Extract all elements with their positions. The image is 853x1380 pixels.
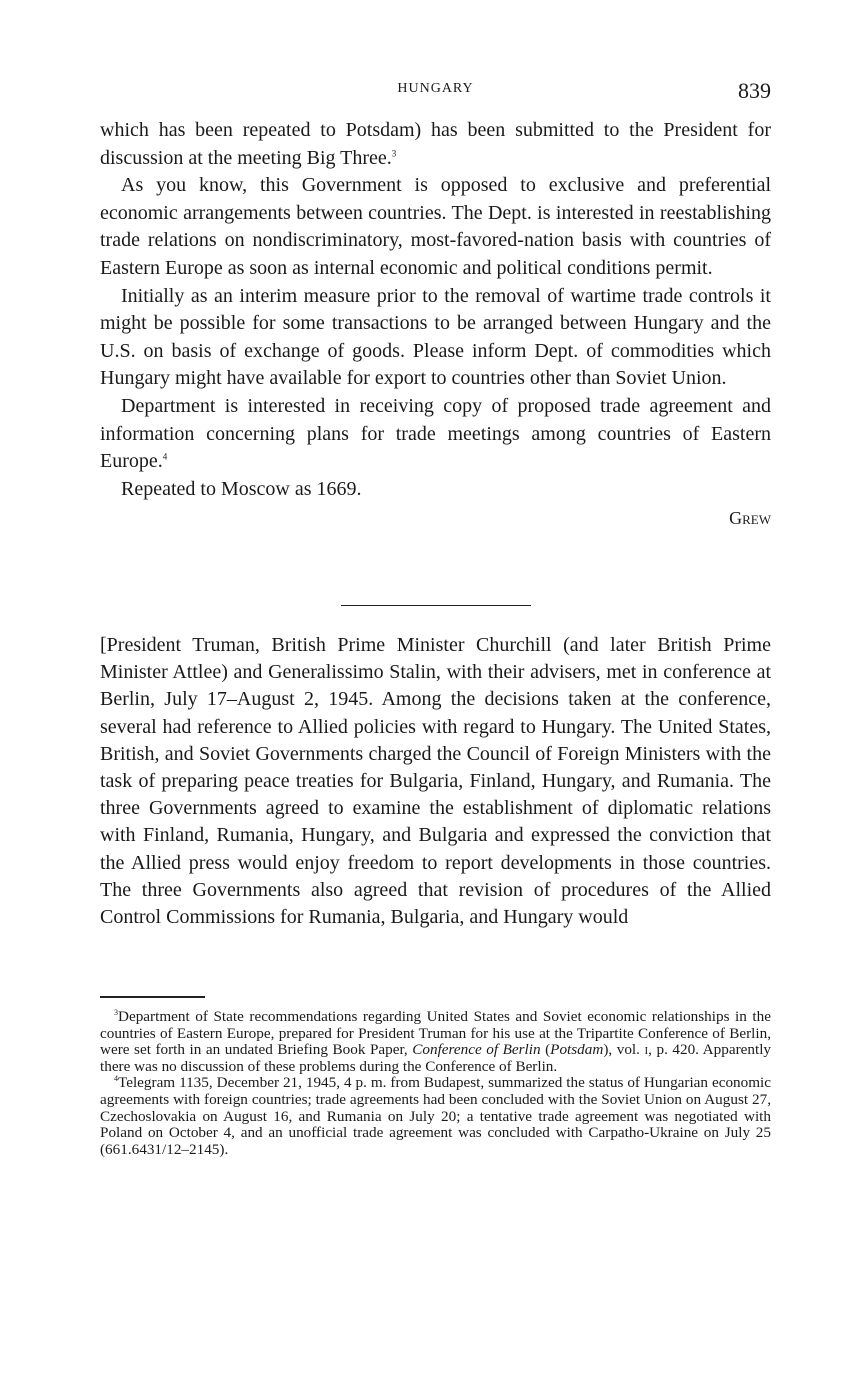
telegram-body xyxy=(100,117,771,533)
signature: Grew xyxy=(729,508,771,529)
footnote-ref-3: 3 xyxy=(391,147,397,158)
footnote-volume: i xyxy=(644,1041,649,1059)
footnote-text: ( xyxy=(540,1041,551,1059)
paragraph: Initially as an interim measure prior to the removal of wartime trade controls it might be possible for some transactions to be arranged between Hungary and the U.S. on basis of exchange of goods. Please inform Dept. of commodities which Hungary might have available for export to countries other than Soviet Union. xyxy=(100,284,771,390)
footnote-marker: 4 xyxy=(114,1074,118,1084)
footnote-text: Telegram 1135, December 21, 1945, 4 p. m. from Budapest, summarized the status of Hungarian economic agreements with foreign countries; trade agreements had been concluded with the Soviet Union on August 27, Czechoslovakia on August 16, and Rumania on July 20; a tentative trade agreement was negotiated with Poland on October 4, and an unofficial trade agreement was concluded with Carpatho-Ukraine on July 25 (661.6431/12–2145). xyxy=(100,1074,771,1158)
running-head xyxy=(100,78,771,104)
paragraph xyxy=(100,393,771,476)
editorial-note: [President Truman, British Prime Minister Churchill (and later British Prime Minister Attlee) and Generalissimo Stalin, with their advisers, met in conference at Berlin, July 17–August 2, 1945. Among the decisions taken at the conference, several had reference to Allied policies with regard to Hungary. The United States, British, and Soviet Governments charged the Council of Foreign Ministers with the task of preparing peace treaties for Bulgaria, Finland, Hungary, and Rumania. The three Governments agreed to examine the establishment of diplomatic relations with Finland, Rumania, Hungary, and Bulgaria and expressed the conviction that the Allied press would enjoy freedom to report developments in those countries. The three Governments also agreed that revision of procedures of the Allied Control Commissions for Rumania, Bulgaria, and Hungary would xyxy=(100,634,771,929)
footnote-place: Potsdam xyxy=(550,1041,604,1059)
footnote-divider xyxy=(100,996,205,998)
section-divider xyxy=(341,605,531,606)
footnote-title: Conference of Berlin xyxy=(412,1041,541,1059)
paragraph-text: which has been repeated to Potsdam) has been submitted to the President for discussion at the meeting Big Three. xyxy=(100,119,771,169)
footnote-text: , p. 420. Apparently there was no discussion of these problems during the Conference of Berlin. xyxy=(100,1041,772,1075)
running-title: HUNGARY xyxy=(397,81,474,96)
footnote-ref-4: 4 xyxy=(162,451,168,462)
paragraph: Repeated to Moscow as 1669. xyxy=(121,477,362,500)
paragraph: As you know, this Government is opposed to exclusive and preferential economic arrangements between countries. The Dept. is interested in reestablishing trade relations on nondiscriminatory, most-favored-nation basis with countries of Eastern Europe as soon as internal economic and political conditions permit. xyxy=(100,174,771,279)
footnote-4 xyxy=(100,1075,771,1158)
page-number: 839 xyxy=(738,78,771,103)
footnote-text: ), vol. xyxy=(603,1041,645,1059)
paragraph-text: Department is interested in receiving copy of proposed trade agreement and information concerning plans for trade meetings among countries of Eastern Europe. xyxy=(100,394,771,473)
footnote-marker: 3 xyxy=(114,1007,118,1017)
footnotes xyxy=(100,1009,771,1158)
footnote-3 xyxy=(100,1009,771,1075)
footnote-text: Department of State recommendations regarding United States and Soviet economic relationships in the countries of Eastern Europe, prepared for President Truman for his use at the Tripartite Conference of Berlin, were set forth in an undated Briefing Book Paper, xyxy=(100,1008,771,1059)
paragraph-continuation xyxy=(100,117,771,172)
